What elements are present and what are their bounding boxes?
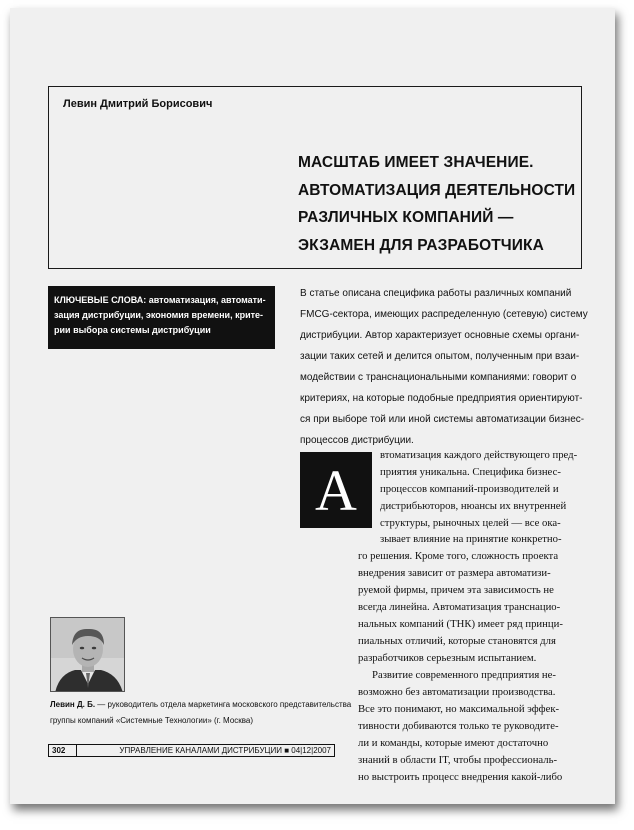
keywords-line: зация дистрибуции, экономия времени, крите- — [54, 310, 264, 320]
page-footer — [48, 744, 335, 757]
title-line: АВТОМАТИЗАЦИЯ ДЕЯТЕЛЬНОСТИ — [298, 181, 576, 199]
keywords-line: КЛЮЧЕВЫЕ СЛОВА: автоматизация, автомати- — [54, 295, 266, 305]
journal-info: УПРАВЛЕНИЕ КАНАЛАМИ ДИСТРИБУЦИИ ■ 04|12|2007 — [119, 746, 331, 755]
body-line: ли и команды, которые имеют достаточно — [358, 737, 549, 749]
abstract-line: дистрибуции. Автор характеризует основные схемы органи- — [300, 330, 580, 341]
author-name: Левин Дмитрий Борисович — [63, 98, 213, 110]
body-line: Развитие современного предприятия не- — [372, 669, 556, 681]
caption-line: группы компаний «Системные Технологии» (г. Москва) — [50, 716, 254, 725]
body-line: структуры, рыночных целей — все ока- — [380, 517, 561, 529]
author-photo — [50, 617, 125, 692]
body-line: всегда линейна. Автоматизация транснацио- — [358, 601, 561, 613]
article-title — [298, 149, 578, 259]
title-line: ЭКЗАМЕН ДЛЯ РАЗРАБОТЧИКА — [298, 236, 544, 254]
body-line: руемой фирмы, причем эта зависимость не — [358, 584, 554, 596]
abstract-line: критериях, на которые подобные предприятия ориентируют- — [300, 393, 583, 404]
abstract-line: зации таких сетей и делится опытом, полученным при взаи- — [300, 351, 580, 362]
keywords-line: рии выбора системы дистрибуции — [54, 325, 211, 335]
body-line: разработчиков серьезным испытанием. — [358, 652, 537, 664]
body-line: тивности добиваются только те руководите- — [358, 720, 559, 732]
portrait-image — [51, 618, 125, 692]
title-line: РАЗЛИЧНЫХ КОМПАНИЙ — — [298, 209, 514, 226]
abstract-line: процессов дистрибуции. — [300, 435, 414, 446]
body-line: процессов компаний-производителей и — [380, 483, 559, 495]
body-line: Все это понимают, но максимальной эффек- — [358, 703, 560, 715]
body-line: приятия уникальна. Специфика бизнес- — [380, 466, 561, 478]
body-line: знаний в области IT, чтобы профессиональ- — [358, 754, 558, 766]
keywords-box — [48, 286, 275, 349]
caption-role: — руководитель отдела маркетинга московского представительства — [95, 700, 352, 709]
abstract-line: модействии с транснациональными компаниями: говорит о — [300, 372, 577, 383]
body-line: зывает влияние на принятие конкретно- — [380, 533, 562, 545]
body-line: нальных компаний (ТНК) имеет ряд принци- — [358, 618, 563, 630]
body-line: втоматизация каждого действующего пред- — [380, 449, 578, 461]
abstract-line: FMCG-сектора, имеющих распределенную (сетевую) систему — [300, 309, 588, 320]
author-caption — [50, 697, 350, 729]
abstract-line: ся при выборе той или иной системы автоматизации бизнес- — [300, 414, 585, 425]
body-line: возможно без автоматизации производства. — [358, 686, 556, 698]
body-line: пиальных отличий, которые становятся для — [358, 635, 556, 647]
body-line: дистрибьюторов, нюансы их внутренней — [380, 500, 567, 512]
caption-name: Левин Д. Б. — [50, 700, 96, 709]
page-number: 302 — [49, 745, 77, 756]
title-line: МАСШТАБ ИМЕЕТ ЗНАЧЕНИЕ. — [298, 154, 534, 171]
abstract-line: В статье описана специфика работы различных компаний — [300, 288, 572, 299]
drop-cap: А — [300, 452, 372, 528]
body-line: го решения. Кроме того, сложность проекта — [358, 550, 559, 562]
body-line: но выстроить процесс внедрения какой-либо — [358, 771, 563, 783]
caption-line — [50, 697, 350, 713]
abstract — [300, 283, 590, 451]
body-line: внедрения зависит от размера автоматизи- — [358, 567, 551, 579]
